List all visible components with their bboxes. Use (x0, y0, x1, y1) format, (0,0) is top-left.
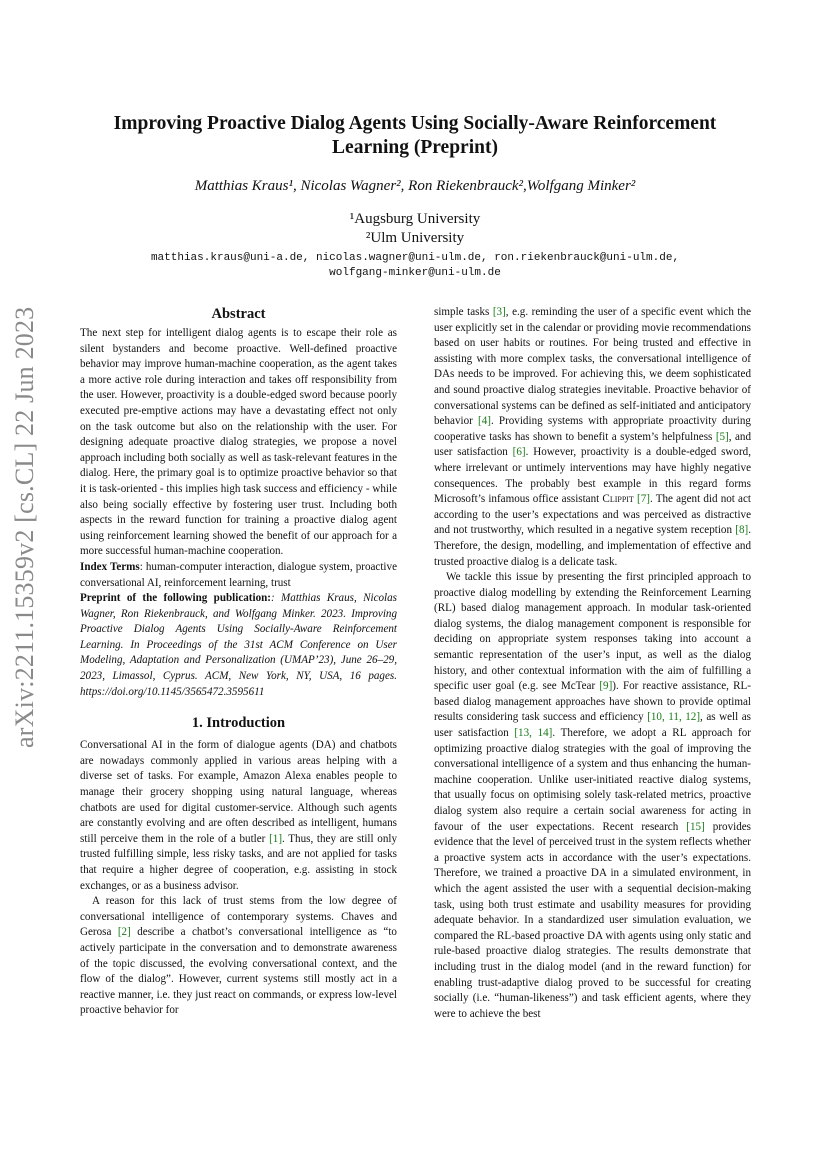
left-column (80, 305, 397, 1019)
intro-paragraph-2: A reason for this lack of trust stems from the low degree of conversational intelligence of contemporary systems. Chaves and Gerosa [2] describe a chatbot’s conversational intelligence as “to actively participate in the conversation and to demonstrate awareness of the topic discussed, the evolving conversational context, and the flow of the dialog”. However, current systems still mostly act in a reactive manner, i.e. they just react on commands, or express low-level proactive behavior for (80, 895, 397, 1017)
introduction-heading: 1. Introduction (191, 715, 286, 732)
intro-paragraph-1: Conversational AI in the form of dialogue agents (DA) and chatbots are nowadays commonly applied in various areas helping with a diverse set of tasks. For example, Amazon Alexa enables people to manage their grocery shopping using natural language, whereas chatbots are used for digital customer-service. Although such agents are constantly evolving and are often described as intelligent, humans still perceive them in the role of a butler [1]. Thus, they are still only trusted fulfilling simple, less risky tasks, and are not applied for tasks that require a higher degree of cooperation, e.g. assisting in stock exchanges, or as a business advisor. (80, 739, 398, 892)
right-column (434, 305, 751, 1022)
preprint-citation: : Matthias Kraus, Nicolas Wagner, Ron Riekenbrauck, and Wolfgang Minker. 2023. Improving Proactive Dialog Agents Using Socially-Aware Reinforcement Learning. In Proceedings of the 31st ACM Conference on User Modeling, Adaptation and Personalization (UMAP’23), June 26–29, 2023, Limassol, Cyprus. ACM, New York, NY, USA, 16 pages. https://doi.org/10.1145/3565472.3595611 (80, 592, 397, 698)
email-line-2: wolfgang-minker@uni-ulm.de (329, 267, 501, 279)
index-terms-text: : human-computer interaction, dialogue system, proactive conversational AI, reinforcement learning, trust (80, 560, 397, 589)
email-line-1: matthias.kraus@uni-a.de, nicolas.wagner@uni-ulm.de, ron.riekenbrauck@uni-ulm.de, (150, 252, 680, 264)
citation-link[interactable]: [13, 14] (514, 727, 553, 740)
arxiv-identifier: arXiv:2211.15359v2 [cs.CL] 22 Jun 2023 (10, 306, 39, 748)
paper-title: Improving Proactive Dialog Agents Using Socially-Aware Reinforcement Learning (Preprint) (113, 113, 717, 158)
citation-link[interactable]: [10, 11, 12] (647, 711, 701, 724)
citation-link[interactable]: [6] (512, 446, 526, 459)
right-paragraph-1: simple tasks [3], e.g. reminding the user of a specific event which the user explicitly set in the calendar or providing movie recommendations based on user habits or routines. For being trusted and effective in assisting with more complex tasks, the conversational intelligence of DAs needs to be improved. For achieving this, we deem sophisticated and sound proactive dialog strategies inevitable. Proactive behavior of conversational systems can be defined as self-initiated and anticipatory behavior [4]. Providing systems with appropriate proactivity during cooperative tasks has shown to benefit a system’s helpfulness [5], and user satisfaction [6]. However, proactivity is a double-edged sword, where irrelevant or untimely interventions may have highly negative consequences. The probably best example in this regard forms Microsoft’s infamous office assistant Clippit [7]. The agent did not act according to the user’s expectations and was perceived as distractive and not trustworthy, which resulted in a negative system reception [8]. Therefore, the design, modelling, and implementation of effective and trusted proactive dialog is a delicate task. (434, 306, 751, 568)
citation-link[interactable]: [2] (117, 926, 131, 939)
author-emails (90, 251, 740, 281)
citation-link[interactable]: [9] (599, 680, 613, 693)
index-terms (80, 560, 397, 591)
citation-link[interactable]: [1] (269, 832, 283, 845)
author-list: Matthias Kraus¹, Nicolas Wagner², Ron Riekenbrauck²,Wolfgang Minker² (194, 178, 636, 194)
citation-link[interactable]: [8] (735, 524, 749, 537)
abstract-heading: Abstract (211, 306, 266, 322)
citation-link[interactable]: [4] (478, 415, 491, 428)
clippit-name: Clippit (602, 493, 634, 506)
citation-link[interactable]: [3] (492, 306, 506, 318)
citation-link[interactable]: [7] (637, 493, 650, 506)
affiliation-ulm: ²Ulm University (365, 230, 465, 246)
right-paragraph-2: We tackle this issue by presenting the first principled approach to proactive dialog modelling by extending the Reinforcement Learning (RL) based dialog management approach. In modular task-oriented dialog systems, the dialog management component is responsible for deciding on appropriate system responses taking into account a semantic representation of the user’s input, as well as the dialog history, and other contextual information with the aim of fulfilling a specific user goal (e.g. see McTear [9]). For reactive assistance, RL-based dialog management approaches have shown to provide optimal results considering task success and efficiency [10, 11, 12], as well as user satisfaction [13, 14]. Therefore, we adopt a RL approach for optimizing proactive dialog strategies with the goal of improving the conversational intelligence of a system and thus enhancing the human-machine cooperation. Unlike user-initiated reactive dialog systems, that usually focus on optimising solely task-related metrics, proactive dialog system also require a certain social awareness for acting in favour of the user expectations. Recent research [15] provides evidence that the level of perceived trust in the system reflects whether a proactive system acts in accordance with the user’s expectations. Therefore, we trained a proactive DA in a simulated environment, in which the agent assisted the user with a sequential decision-making task, using both trust estimate and usability measures for providing adequate behavior. In a standardized user simulation evaluation, we compared the RL-based proactive DA with agents using only static and rule-based proactive dialog strategies. The results demonstrate that including trust in the dialog model (and in the reward function) for enabling trust-adaptive dialog proved to be successful for creating socially (i.e. “human-likeness”) and task efficient agents, where they were to achieve the best (434, 571, 751, 1020)
citation-link[interactable]: [15] (686, 820, 705, 833)
citation-link[interactable]: [5] (715, 430, 729, 443)
abstract-text: The next step for intelligent dialog agents is to escape their role as silent bystanders and become proactive. Well-defined proactive behavior may improve human-machine cooperation, as the agent takes a more active role during interaction and takes off responsibility from the user. However, proactivity is a double-edged sword because poorly executed pre-emptive actions may have a devastating effect not only on the task outcome but also on the relationship with the user. For designing adequate proactive dialog strategies, we propose a novel approach including both socially as well as task-relevant features in the dialog. Here, the primary goal is to optimize proactive behavior so that it is task-oriented - this implies high task success and efficiency - while also being socially effective by fostering user trust. Including both aspects in the reward function for training a proactive dialog agent using reinforcement learning showed the benefit of our approach for a more successful human-machine cooperation. (80, 327, 397, 558)
preprint-label: Preprint of the following publication: (80, 592, 271, 605)
affiliations (100, 210, 730, 248)
index-terms-label: Index Terms (80, 560, 140, 573)
affiliation-augsburg: ¹Augsburg University (349, 211, 481, 227)
preprint-note (80, 591, 397, 700)
